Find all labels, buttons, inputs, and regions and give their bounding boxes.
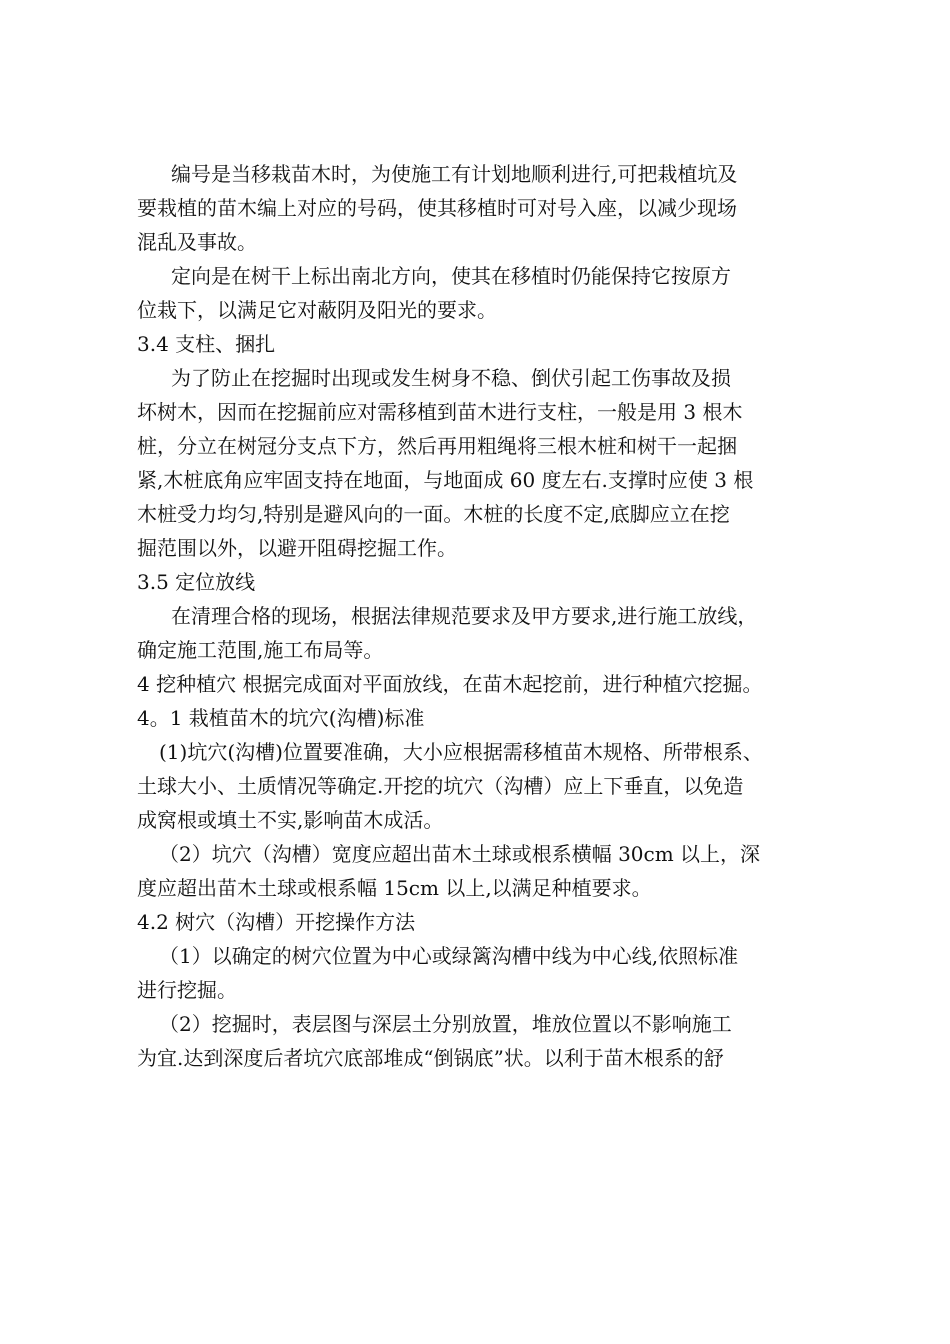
paragraph-line: 成窝根或填土不实,影响苗木成活。 [137,808,444,832]
paragraph-line: 紧,木桩底角应牢固支持在地面，与地面成 60 度左右.支撑时应使 3 根 [137,468,754,492]
paragraph-line: 桩，分立在树冠分支点下方，然后再用粗绳将三根木桩和树干一起捆 [137,434,737,458]
paragraph-line: 坏树木，因而在挖掘前应对需移植到苗木进行支柱，一般是用 3 根木 [137,400,743,424]
paragraph-line: 为了防止在挖掘时出现或发生树身不稳、倒伏引起工伤事故及损 [171,366,731,390]
section-heading: 4.2 树穴（沟槽）开挖操作方法 [137,910,416,934]
document-body [137,157,827,1075]
paragraph-line: 进行挖掘。 [137,978,237,1002]
paragraph-line: 位栽下，以满足它对蔽阴及阳光的要求。 [137,298,497,322]
paragraph-line: 掘范围以外，以避开阻碍挖掘工作。 [137,536,457,560]
paragraph-line: 度应超出苗木土球或根系幅 15cm 以上,以满足种植要求。 [137,876,652,900]
paragraph-line: 木桩受力均匀,特别是避风向的一面。木桩的长度不定,底脚应立在挖 [137,502,730,526]
section-heading: 4 挖种植穴 根据完成面对平面放线，在苗木起挖前，进行种植穴挖掘。 [137,672,763,696]
paragraph-line: 混乱及事故。 [137,230,257,254]
paragraph-line: 定向是在树干上标出南北方向，使其在移植时仍能保持它按原方 [171,264,731,288]
section-heading: 4。1 栽植苗木的坑穴(沟槽)标准 [137,706,425,730]
paragraph-line: 为宜.达到深度后者坑穴底部堆成“倒锅底”状。以利于苗木根系的舒 [137,1046,724,1070]
section-heading: 3.4 支柱、捆扎 [137,332,276,356]
paragraph-line: （2）挖掘时，表层图与深层土分别放置，堆放位置以不影响施工 [159,1012,732,1036]
paragraph-line: （1）以确定的树穴位置为中心或绿篱沟槽中线为中心线,依照标准 [159,944,739,968]
section-heading: 3.5 定位放线 [137,570,256,594]
paragraph-line: (1)坑穴(沟槽)位置要准确，大小应根据需移植苗木规格、所带根系、 [159,740,763,764]
paragraph-line: （2）坑穴（沟槽）宽度应超出苗木土球或根系横幅 30cm 以上，深 [159,842,761,866]
paragraph-line: 土球大小、土质情况等确定.开挖的坑穴（沟槽）应上下垂直，以免造 [137,774,744,798]
paragraph-line: 要栽植的苗木编上对应的号码，使其移植时可对号入座，以减少现场 [137,196,737,220]
paragraph-line: 编号是当移栽苗木时，为使施工有计划地顺利进行,可把栽植坑及 [171,162,738,186]
paragraph-line: 确定施工范围,施工布局等。 [137,638,384,662]
paragraph-line: 在清理合格的现场，根据法律规范要求及甲方要求,进行施工放线， [171,604,758,628]
